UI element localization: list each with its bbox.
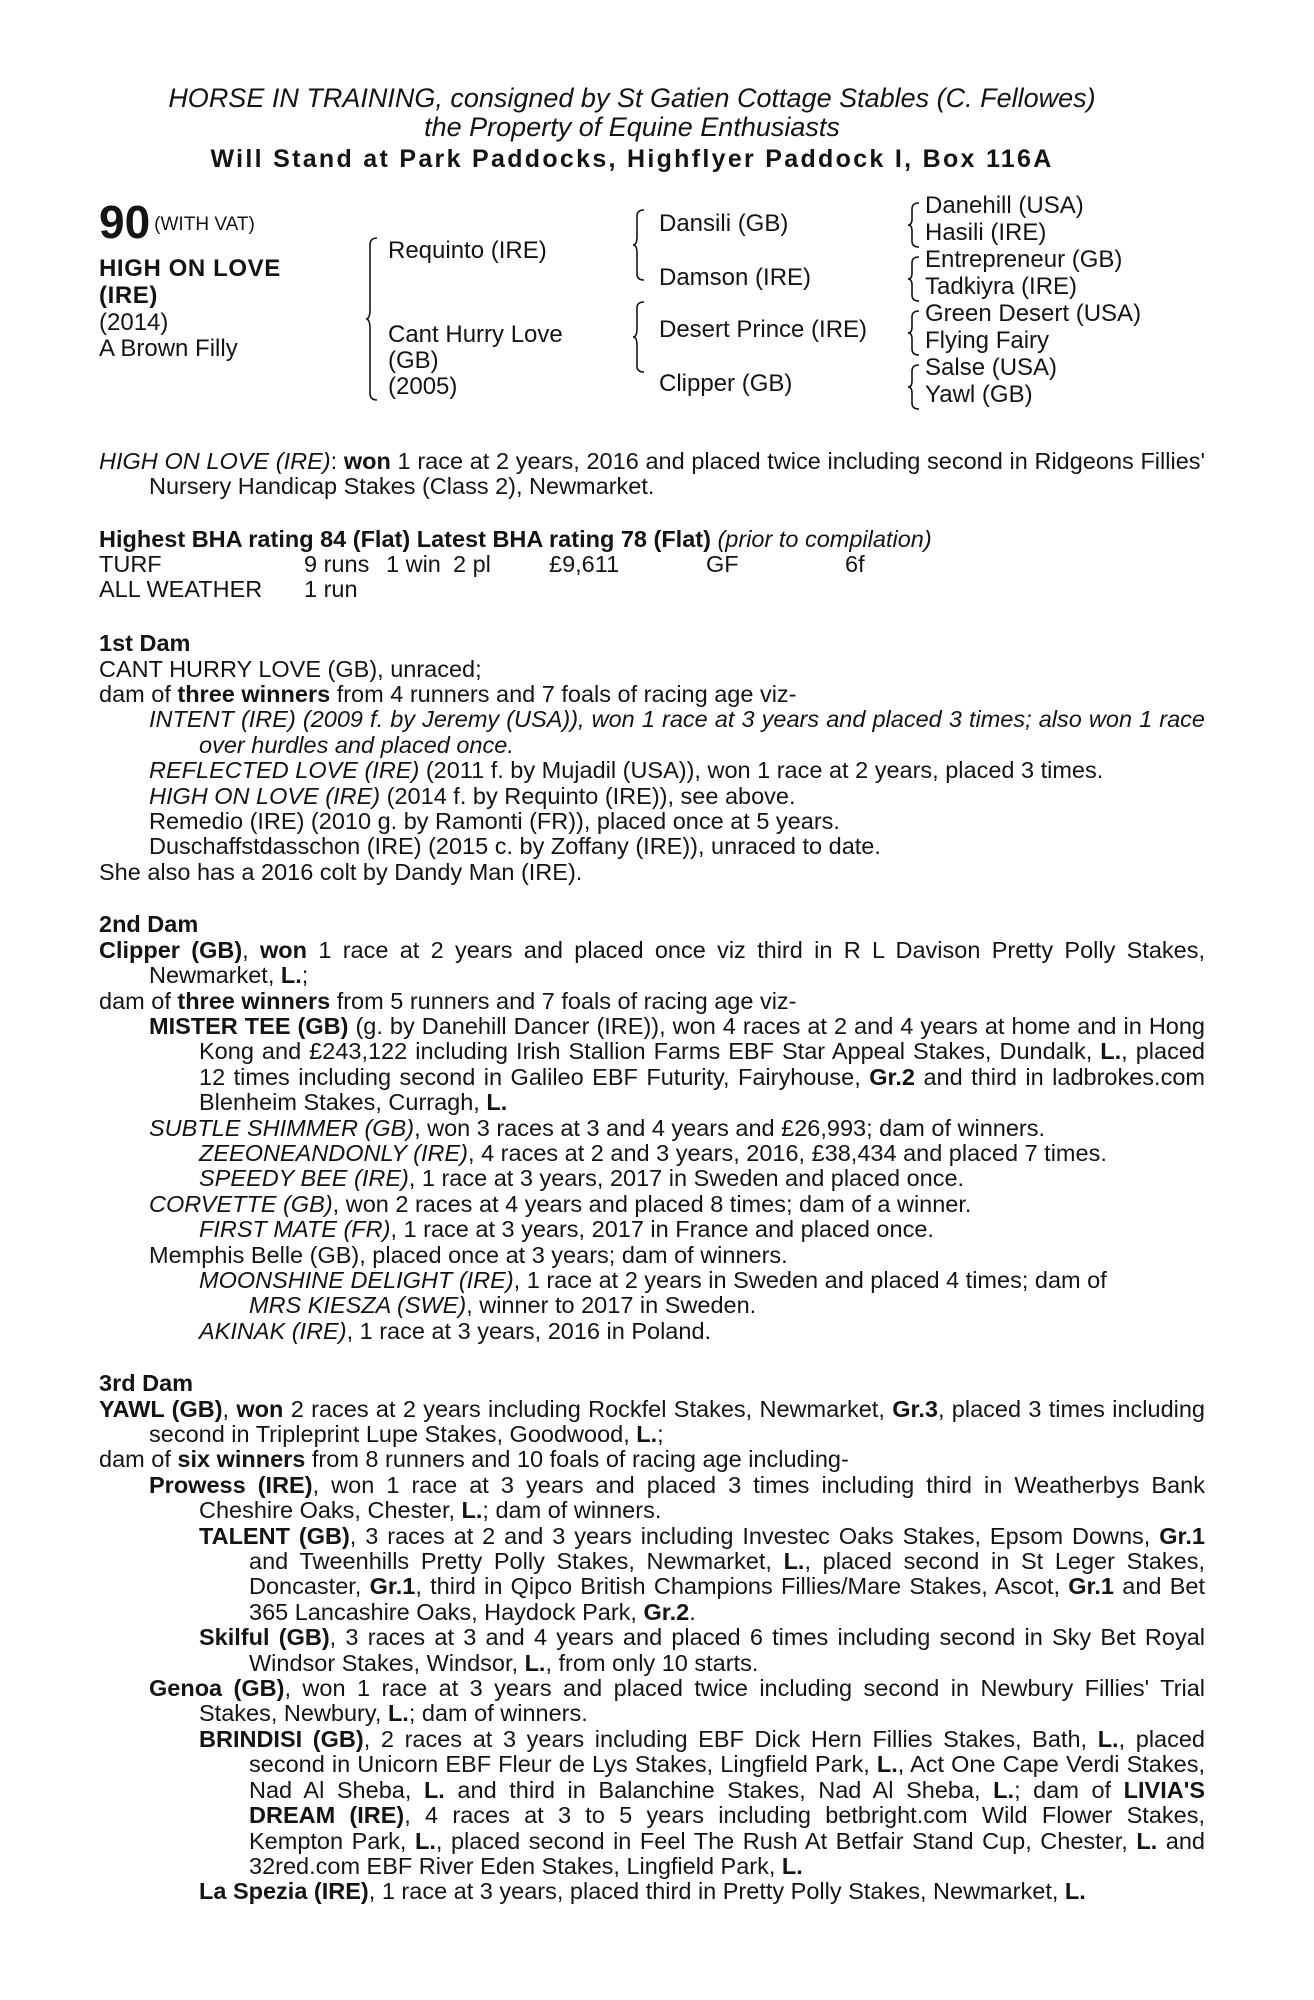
br-t7: , placed second in Feel The Rush At Betfair Stand Cup, Chester, (435, 1827, 1137, 1854)
gg-1: Danehill (USA) (925, 192, 1084, 219)
dam1-progeny-2 (99, 758, 1205, 783)
tl-g4: Gr.2 (643, 1598, 690, 1625)
header-consignor: HORSE IN TRAINING, consigned by St Gatien Cottage Stables (C. Fellowes) (168, 83, 1096, 113)
dam2-akinak (99, 1319, 1205, 1344)
dam2-subtle-shimmer (99, 1116, 1205, 1141)
dam1-dam-of-c: from 4 runners and 7 foals of racing age viz- (330, 681, 797, 708)
brace-gg-2 (907, 255, 921, 303)
dam1-p1-text: (2009 f. by Jeremy (USA)), won 1 race at 3 years and placed 3 times; also won 1 race over hurdles and placed once. (199, 706, 1205, 758)
dam3-prowess (99, 1473, 1205, 1524)
mt-l1: L. (1100, 1038, 1122, 1065)
md-name: MOONSHINE DELIGHT (IRE) (199, 1266, 514, 1293)
dam3-t1: 2 races at 2 years including Rockfel Stakes, Newmarket, (283, 1395, 893, 1422)
br-livias-dream: LIVIA'S DREAM (IRE) (249, 1776, 1205, 1829)
aw-label: ALL WEATHER (99, 576, 263, 603)
dam2-corvette (99, 1192, 1205, 1217)
sb-name: SPEEDY BEE (IRE) (199, 1165, 409, 1192)
dam3-dam-of-a: dam of (99, 1446, 178, 1473)
brace-generation-1 (365, 237, 379, 401)
turf-runs: 9 runs (304, 551, 370, 578)
dam3-brindisi (99, 1727, 1205, 1879)
br-l7: L. (781, 1852, 803, 1879)
zz-text: , 4 races at 2 and 3 years, 2016, £38,434 and placed 7 times. (468, 1139, 1107, 1166)
gn-name: Genoa (GB) (149, 1675, 285, 1702)
tl-g2: Gr.1 (369, 1573, 416, 1600)
foaling-year: (2014) (99, 309, 169, 336)
sk-name: Skilful (GB) (199, 1624, 330, 1651)
dam3-t2: , placed 3 times including second in Tripleprint Lupe Stakes, Goodwood, (149, 1395, 1206, 1447)
gg-6: Flying Fairy (925, 327, 1050, 354)
mt-t1: (g. by Danehill Dancer (IRE)), won 4 races at 2 and 4 years at home and in Hong Kong and £243,122 including Irish Stallion Farms EBF Star Appeal Stakes, Dundalk, (199, 1012, 1206, 1065)
brace-dam-parents (632, 301, 646, 373)
gg-7: Salse (USA) (925, 354, 1058, 381)
ak-name: AKINAK (IRE) (199, 1317, 347, 1344)
br-t4: and third in Balanchine Stakes, Nad Al Sheba, (444, 1776, 994, 1803)
header-location: Will Stand at Park Paddocks, Highflyer Paddock I, Box 116A (210, 145, 1054, 173)
summary-won: won (343, 448, 391, 474)
ratings-note: (prior to compilation) (717, 525, 932, 552)
dam2-text1: 1 race at 2 years and placed once viz third in R L Davison Pretty Polly Stakes, Newmarket, (149, 936, 1206, 989)
ls-l: L. (1064, 1878, 1086, 1905)
gn-t1: , won 1 race at 3 years and placed twice including second in Newbury Fillies' Trial Stakes, Newbury, (199, 1675, 1205, 1727)
gg-8: Yawl (GB) (925, 381, 1033, 408)
turf-going: GF (706, 551, 739, 578)
tl-t1: , 3 races at 2 and 3 years including Investec Oaks Stakes, Epsom Downs, (349, 1522, 1160, 1549)
mt-t3: and third in ladbrokes.com Blenheim Stakes, Curragh, (199, 1063, 1205, 1116)
br-t1: , 2 races at 3 years including EBF Dick Hern Fillies Stakes, Bath, (363, 1725, 1098, 1752)
tl-g3: Gr.1 (1068, 1573, 1114, 1600)
dam3-gr3: Gr.3 (892, 1395, 938, 1422)
gg-4: Tadkiyra (IRE) (925, 273, 1078, 300)
dam1-progeny-4: Remedio (IRE) (2010 g. by Ramonti (FR)), placed once at 5 years. (149, 808, 840, 835)
dam1-intro: CANT HURRY LOVE (GB), unraced; (99, 655, 482, 682)
dam3-skilful (99, 1625, 1205, 1676)
dam-dam: Clipper (GB) (659, 370, 793, 397)
br-l2: L. (876, 1751, 898, 1778)
dam1-dam-of-a: dam of (99, 681, 178, 708)
dam1-p2-text: (2011 f. by Mujadil (USA)), won 1 race at 2 years, placed 3 times. (419, 757, 1104, 784)
pw-l: L. (461, 1497, 483, 1524)
ls-name: La Spezia (IRE) (199, 1878, 369, 1905)
sire-sire: Dansili (GB) (659, 210, 789, 237)
dam3-heading: 3rd Dam (99, 1370, 194, 1397)
dam1-p3-text: (2014 f. by Requinto (IRE)), see above. (380, 782, 796, 809)
dam2-first-mate (99, 1217, 1205, 1242)
dam2-dam-of-a: dam of (99, 987, 178, 1014)
turf-label: TURF (99, 551, 162, 578)
dam3-name: YAWL (GB) (99, 1395, 223, 1422)
dam2-speedy-bee (99, 1166, 1205, 1191)
dam2-listed: L. (280, 962, 302, 989)
dam2-text2: ; (301, 962, 309, 989)
dam1-progeny-3 (99, 784, 1205, 809)
mk-text: , winner to 2017 in Sweden. (466, 1292, 757, 1319)
tl-name: TALENT (GB) (199, 1522, 350, 1549)
sk-t1: , 3 races at 3 and 4 years and placed 6 times including second in Sky Bet Royal Windsor Stakes, Windsor, (249, 1624, 1205, 1676)
br-l3: L. (423, 1776, 445, 1803)
dam3-talent (99, 1524, 1205, 1626)
pw-t1: , won 1 race at 3 years and placed 3 times including third in Weatherbys Bank Cheshire Oaks, Chester, (199, 1471, 1205, 1524)
race-summary: HIGH ON LOVE (IRE): won 1 race at 2 years, 2016 and placed twice including second in Ridgeons Fillies' Nursery Handicap Stakes (Class 2), Newmarket. (99, 448, 1205, 500)
ratings-heading: Highest BHA rating 84 (Flat) Latest BHA rating 78 (Flat) (99, 525, 711, 552)
aw-runs: 1 run (304, 576, 358, 603)
summary-text: 1 race at 2 years, 2016 and placed twice including second in Ridgeons Fillies' Nursery Handicap Stakes (Class 2), Newmarket. (149, 448, 1205, 500)
dam3-la-spezia (99, 1879, 1205, 1904)
tl-g1: Gr.1 (1159, 1522, 1205, 1549)
dam1-progeny-6: She also has a 2016 colt by Dandy Man (IRE). (99, 858, 583, 885)
fm-text: , 1 race at 3 years, 2017 in France and placed once. (390, 1216, 934, 1243)
br-l5: L. (415, 1827, 436, 1854)
dam2-heading: 2nd Dam (99, 911, 199, 938)
pw-t2: ; dam of winners. (482, 1497, 662, 1524)
dam-line3: (2005) (388, 373, 458, 400)
gg-5: Green Desert (USA) (925, 300, 1142, 327)
br-t6: , 4 races at 3 to 5 years including betbright.com Wild Flower Stakes, Kempton Park, (249, 1802, 1205, 1854)
tl-t2: and Tweenhills Pretty Polly Stakes, Newmarket, (249, 1548, 784, 1575)
cv-name: CORVETTE (GB) (149, 1190, 333, 1217)
brace-gg-4 (907, 363, 921, 411)
dam2-dam-of-c: from 5 runners and 7 foals of racing age viz- (330, 987, 797, 1014)
brace-gg-3 (907, 309, 921, 357)
dam3-genoa (99, 1676, 1205, 1727)
horse-name-line1: HIGH ON LOVE (99, 255, 281, 282)
dam2-zeeoneandonly (99, 1141, 1205, 1166)
gg-3: Entrepreneur (GB) (925, 246, 1123, 273)
ss-name: SUBTLE SHIMMER (GB) (149, 1114, 415, 1141)
lot-number-line (99, 196, 255, 248)
mt-name: MISTER TEE (GB) (149, 1012, 349, 1039)
ak-text: , 1 race at 3 years, 2016 in Poland. (346, 1317, 712, 1344)
turf-wins: 1 win (386, 551, 441, 578)
gn-l: L. (387, 1700, 409, 1727)
dam-sire: Desert Prince (IRE) (659, 316, 868, 343)
sire: Requinto (IRE) (388, 237, 547, 264)
catalogue-page (99, 84, 1205, 1905)
dam1-winners-count: three winners (177, 681, 331, 708)
mt-gr: Gr.2 (869, 1063, 915, 1090)
dam3-winners-count: six winners (177, 1446, 306, 1473)
sire-dam: Damson (IRE) (659, 264, 812, 291)
tl-t4: , third in Qipco British Champions Fillies/Mare Stakes, Ascot, (415, 1573, 1069, 1600)
turf-distance: 6f (845, 551, 865, 578)
tl-t5: and Bet 365 Lancashire Oaks, Haydock Park, (249, 1573, 1205, 1625)
brace-sire-parents (632, 209, 646, 281)
dam-line2: (GB) (388, 347, 439, 374)
ratings-line (99, 527, 1205, 552)
dam2-moonshine-delight (99, 1268, 1205, 1319)
turf-placed: 2 pl (453, 551, 491, 578)
dam2-mister-tee (99, 1014, 1205, 1116)
sb-text: , 1 race at 3 years, 2017 in Sweden and placed once. (408, 1165, 965, 1192)
gn-t2: ; dam of winners. (408, 1700, 588, 1727)
turf-prize: £9,611 (549, 551, 620, 578)
header-property: the Property of Equine Enthusiasts (424, 112, 840, 142)
mt-l2: L. (486, 1089, 508, 1116)
br-l6: L. (1136, 1827, 1158, 1854)
fm-name: FIRST MATE (FR) (199, 1216, 391, 1243)
br-t2: , placed second in Unicorn EBF Fleur de Lys Stakes, Lingfield Park, (249, 1725, 1206, 1778)
dam2-winners-count: three winners (177, 987, 331, 1014)
pedigree-block (99, 192, 1205, 433)
br-t5: ; dam of (1014, 1776, 1124, 1803)
dam1-progeny-5: Duschaffstdasschon (IRE) (2015 c. by Zoffany (IRE)), unraced to date. (149, 833, 881, 860)
horse-name-line2: (IRE) (99, 282, 158, 309)
dam3-dam-of-c: from 8 runners and 10 foals of racing age including- (305, 1446, 849, 1473)
br-l1: L. (1097, 1725, 1119, 1752)
dam1-p3-name: HIGH ON LOVE (IRE) (149, 782, 381, 809)
lot-number: 90 (99, 196, 151, 248)
vat-note: (WITH VAT) (154, 214, 255, 235)
dam3-t3: ; (657, 1421, 664, 1447)
tl-l: L. (783, 1548, 805, 1575)
dam2-dam-of (99, 989, 1205, 1014)
dam3-intro (99, 1397, 1205, 1448)
dam2-sep: , (242, 936, 261, 963)
tl-t3: , placed second in St Leger Stakes, Doncaster, (249, 1548, 1205, 1600)
mk-name: MRS KIESZA (SWE) (249, 1292, 467, 1319)
br-l4: L. (993, 1776, 1015, 1803)
dam1-heading: 1st Dam (99, 630, 191, 657)
ls-t1: , 1 race at 3 years, placed third in Pretty Polly Stakes, Newmarket, (368, 1878, 1065, 1905)
br-t3: , Act One Cape Verdi Stakes, Nad Al Sheba, (249, 1751, 1205, 1803)
dam3-listed: L. (636, 1421, 658, 1447)
dam2-name: Clipper (GB) (99, 936, 243, 963)
mt-t2: , placed 12 times including second in Galileo EBF Futurity, Fairyhouse, (199, 1038, 1205, 1090)
summary-horse-name: HIGH ON LOVE (IRE) (99, 448, 331, 474)
sk-t2: , from only 10 starts. (545, 1649, 759, 1676)
md-text: , 1 race at 2 years in Sweden and placed 4 times; dam of (513, 1266, 1107, 1293)
tl-t6: . (689, 1598, 696, 1625)
race-record-table (99, 552, 1205, 604)
dam-line1: Cant Hurry Love (388, 321, 563, 348)
dam3-won: won (236, 1395, 284, 1422)
br-t8: and 32red.com EBF River Eden Stakes, Lingfield Park, (249, 1827, 1205, 1879)
gg-2: Hasili (IRE) (925, 219, 1047, 246)
sk-l: L. (524, 1649, 546, 1676)
dam3-sep: , (222, 1395, 237, 1422)
dam1-p2-name: REFLECTED LOVE (IRE) (149, 757, 420, 784)
dam2-intro (99, 938, 1205, 989)
dam2-memphis-belle: Memphis Belle (GB), placed once at 3 years; dam of winners. (149, 1241, 788, 1268)
dam1-p1-name: INTENT (IRE) (149, 706, 296, 733)
ss-text: , won 3 races at 3 and 4 years and £26,993; dam of winners. (414, 1114, 1046, 1141)
br-name: BRINDISI (GB) (199, 1725, 364, 1752)
cv-text: , won 2 races at 4 years and placed 8 times; dam of a winner. (332, 1190, 972, 1217)
brace-gg-1 (907, 201, 921, 249)
horse-description: A Brown Filly (99, 335, 238, 362)
dam3-dam-of (99, 1447, 1205, 1472)
dam1-progeny-1 (99, 707, 1205, 758)
pw-name: Prowess (IRE) (149, 1471, 313, 1498)
dam2-won: won (260, 936, 308, 963)
zz-name: ZEEONEANDONLY (IRE) (199, 1139, 469, 1166)
dam1-dam-of (99, 682, 1205, 707)
